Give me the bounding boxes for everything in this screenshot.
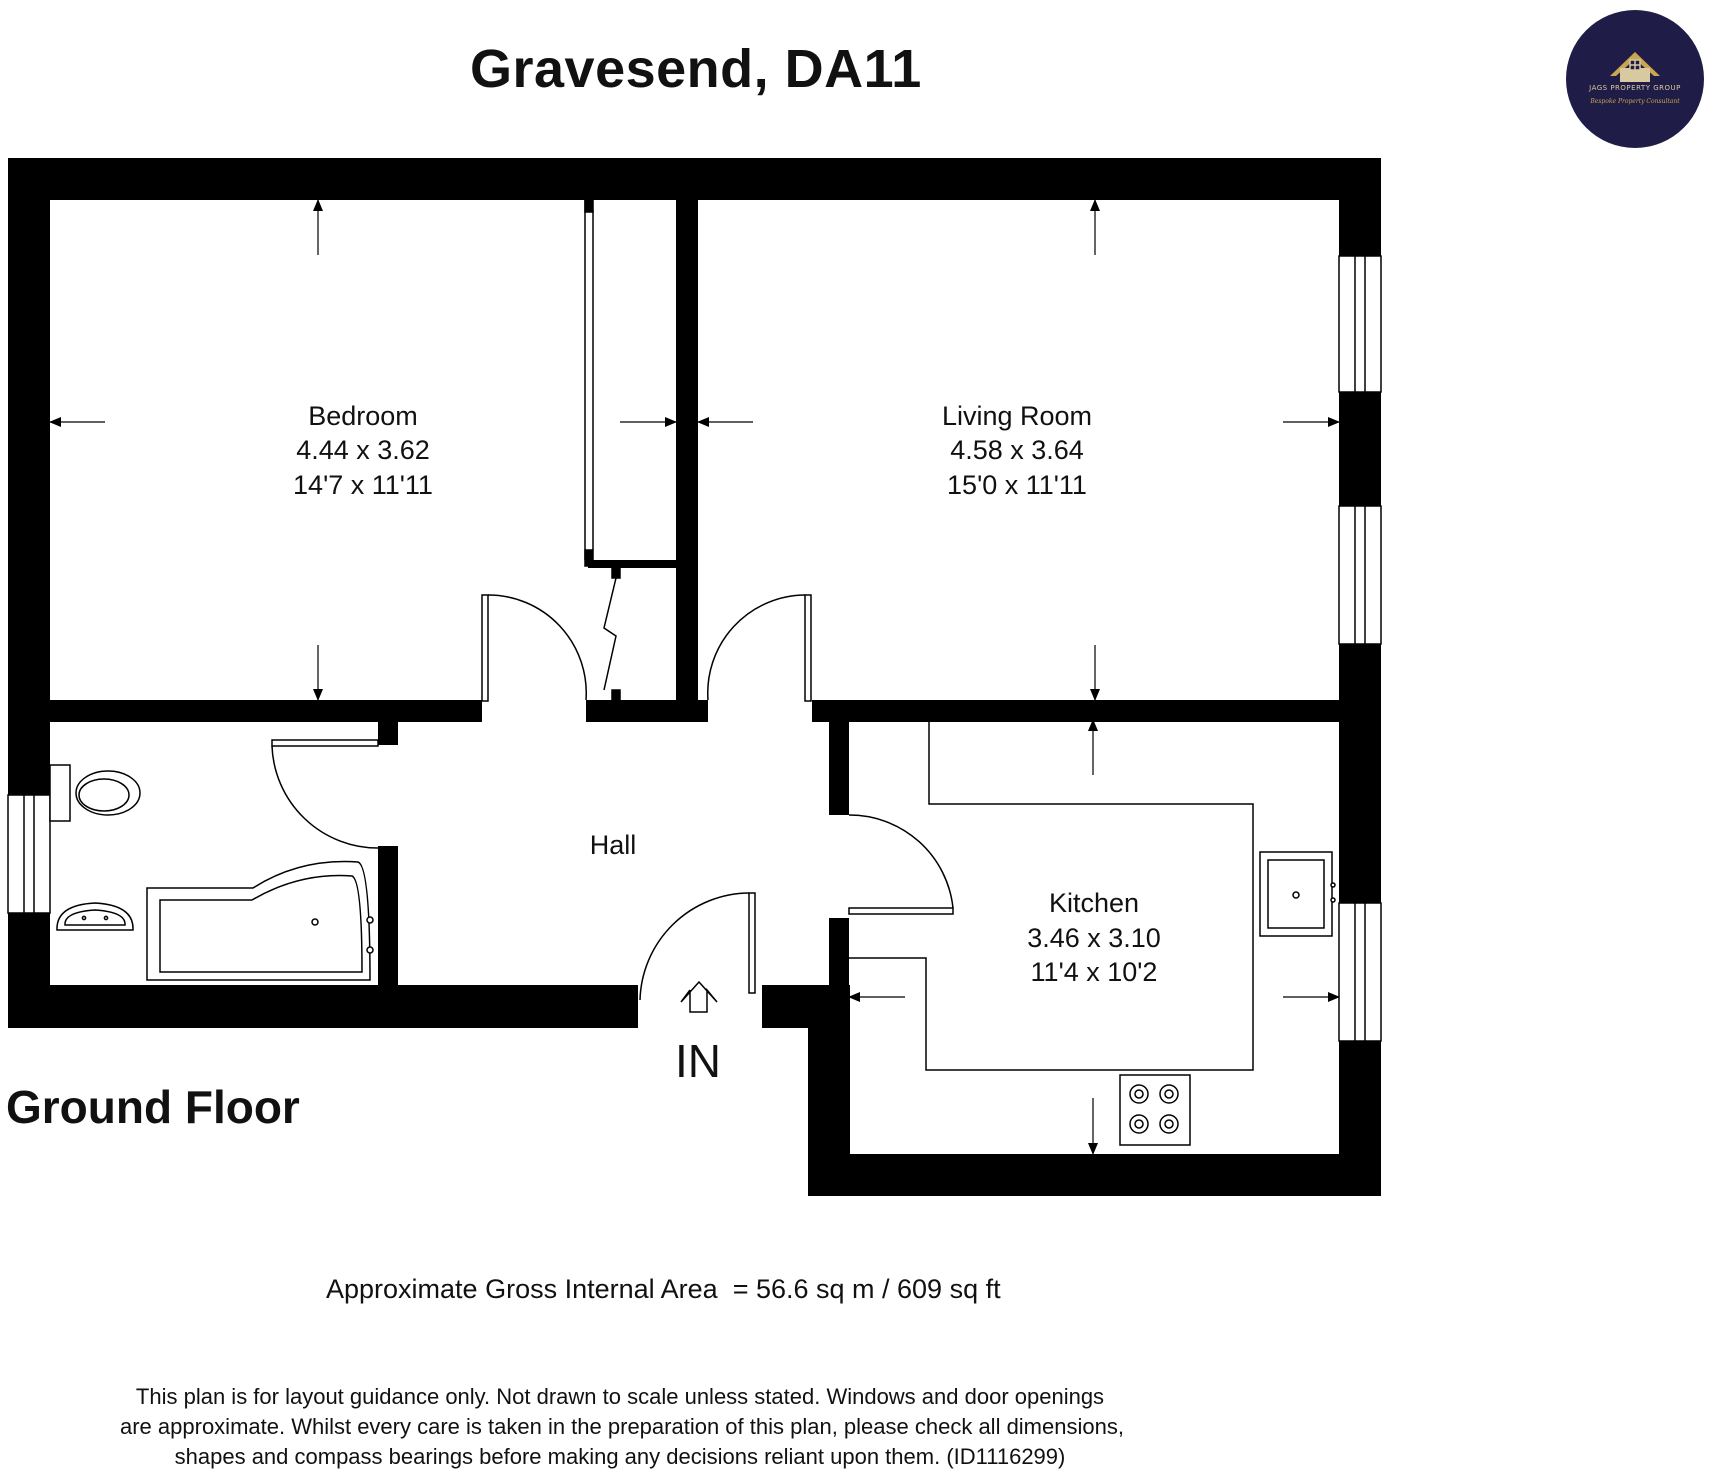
room-bedroom-label (293, 401, 433, 500)
room-living-label (942, 401, 1092, 500)
kitchen-imperial: 11'4 x 10'2 (1030, 957, 1158, 987)
living-room-imperial: 15'0 x 11'11 (947, 470, 1087, 500)
floor-label: Ground Floor (6, 1081, 300, 1133)
disclaimer (120, 1382, 1124, 1472)
disclaimer-line-1: This plan is for layout guidance only. Not drawn to scale unless stated. Windows and door openings (135, 1384, 1105, 1409)
living-room-metric: 4.58 x 3.64 (950, 435, 1084, 465)
entrance-arrow (681, 982, 717, 1012)
gross-internal-area: Approximate Gross Internal Area = 56.6 sq m / 609 sq ft (326, 1274, 1001, 1304)
room-kitchen-label (1027, 888, 1161, 987)
kitchen-metric: 3.46 x 3.10 (1027, 923, 1161, 953)
bedroom-metric: 4.44 x 3.62 (296, 435, 430, 465)
bathroom-fixtures (50, 765, 373, 980)
disclaimer-line-2: are approximate. Whilst every care is taken in the preparation of this plan, please check all dimensions, (120, 1414, 1124, 1439)
hall-name: Hall (589, 830, 637, 860)
wardrobe (585, 200, 620, 702)
disclaimer-line-3: shapes and compass bearings before making any decisions reliant upon them. (ID1116299) (174, 1444, 1066, 1469)
bedroom-imperial: 14'7 x 11'11 (293, 470, 433, 500)
hob (1120, 1075, 1190, 1145)
entrance-label: IN (675, 1035, 721, 1087)
kitchen-name: Kitchen (1048, 888, 1140, 918)
living-room-name: Living Room (941, 401, 1093, 431)
doors (272, 595, 953, 1000)
logo-tagline: Bespoke Property Consultant (1590, 98, 1680, 105)
plan-title: Gravesend, DA11 (470, 39, 922, 99)
toilet-cistern (50, 765, 70, 821)
bedroom-name: Bedroom (308, 401, 418, 431)
logo-company-name: JAGS PROPERTY GROUP (1589, 84, 1681, 92)
